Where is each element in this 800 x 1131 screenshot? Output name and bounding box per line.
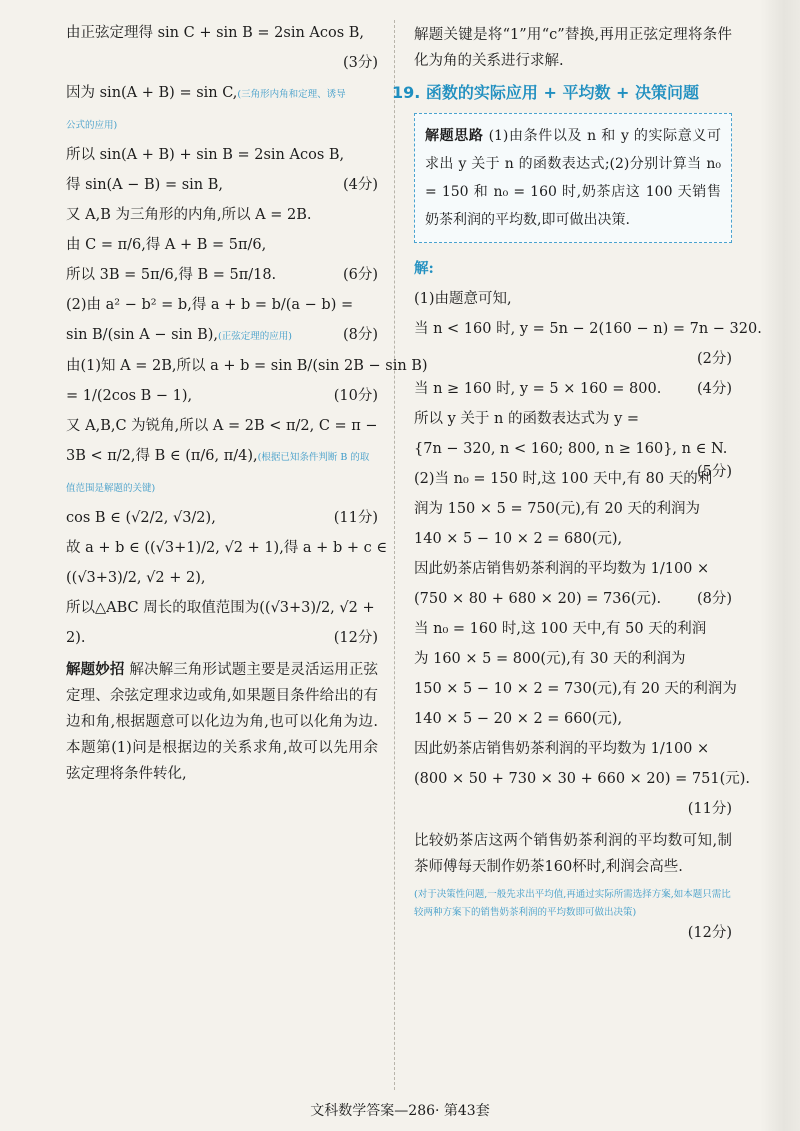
solution-line (414, 468, 732, 491)
solution-label: 解: (414, 260, 434, 277)
solution-line (66, 597, 378, 620)
score-mark: (12分) (333, 630, 378, 646)
solution-line (414, 558, 732, 581)
line-text: 2). (66, 630, 86, 646)
page-edge-shadow (760, 0, 800, 1131)
margin-note: (根据已知条件判断 B 的取 (257, 452, 370, 463)
solution-line (66, 264, 378, 287)
solution-line (414, 798, 732, 821)
line-text: 由正弦定理得 sin C + sin B = 2sin Acos B, (66, 25, 365, 41)
line-text: 当 n < 160 时, y = 5n − 2(160 − n) = 7n − 320. (414, 321, 762, 337)
solution-line (414, 408, 732, 431)
line-text: 3B < π/2,得 B ∈ (π/6, π/4), (66, 448, 258, 464)
question-19-title: 19. 函数的实际应用 + 平均数 + 决策问题 (392, 83, 700, 102)
solution-line (66, 22, 378, 45)
left-column (66, 22, 428, 793)
solution-idea-box (414, 113, 732, 243)
line-text: sin B/(sin A − sin B), (66, 327, 219, 343)
solution-line (414, 498, 732, 521)
line-text: 所以 y 关于 n 的函数表达式为 y = (414, 411, 640, 427)
margin-note: (正弦定理的应用) (218, 331, 292, 342)
conclusion-note: (对于决策性问题,一般先求出平均值,再通过实际所需选择方案,如本题只需比较两种方案下的销售奶茶利润的平均数即可做出决策) (414, 889, 731, 918)
score-mark: (2分) (696, 351, 732, 367)
solution-line (414, 318, 762, 341)
page-footer: 文科数学答案—286· 第43套 (310, 1103, 490, 1119)
solution-line (66, 52, 378, 75)
margin-note: 值范围是解题的关键) (66, 483, 156, 494)
solution-line (66, 507, 378, 530)
solution-line (66, 355, 428, 378)
final-score: (12分) (687, 925, 732, 941)
line-text: 因为 sin(A + B) = sin C, (66, 85, 238, 101)
score-mark: (3分) (342, 55, 378, 71)
solution-line (66, 324, 378, 348)
solution-line (414, 378, 732, 401)
solution-line (66, 476, 378, 500)
solution-line (414, 768, 750, 791)
solution-line (66, 174, 378, 197)
line-text: (1)由题意可知, (414, 291, 512, 307)
solution-line (414, 708, 732, 731)
line-text: = 1/(2cos B − 1), (66, 388, 193, 404)
tip-label: 解题妙招 (66, 661, 125, 678)
line-text: (750 × 80 + 680 × 20) = 736(元). (414, 591, 662, 607)
solution-line (66, 144, 378, 167)
solution-line (66, 445, 378, 469)
solution-line (414, 348, 732, 371)
solution-line (66, 385, 378, 408)
solution-idea-text: (1)由条件以及 n 和 y 的实际意义可求出 y 关于 n 的函数表达式;(2)分别计算当 n₀ = 150 和 n₀ = 160 时,奶茶店这 100 天销售奶茶利润的平均数,即可做出决策. (425, 128, 722, 228)
solution-line (414, 588, 732, 611)
line-text: cos B ∈ (√2/2, √3/2), (66, 510, 216, 526)
tip-text: 解决解三角形试题主要是灵活运用正弦定理、余弦定理求边或角,如果题目条件给出的有边和角,根据题意可以化边为角,也可以化角为边. 本题第(1)问是根据边的关系求角,故可以先用余弦定理将条件转化, (66, 662, 379, 782)
line-text: 故 a + b ∈ ((√3+1)/2, √2 + 1),得 a + b + c ∈ (66, 540, 388, 556)
solution-line (66, 627, 378, 650)
tip-paragraph (66, 657, 378, 787)
solution-line (66, 113, 378, 137)
solution-line (414, 678, 737, 701)
line-text: 得 sin(A − B) = sin B, (66, 177, 223, 193)
solution-line (414, 528, 732, 551)
solution-line (66, 204, 378, 227)
score-mark: (8分) (696, 591, 732, 607)
line-text: 150 × 5 − 10 × 2 = 730(元),有 20 天的利润为 (414, 681, 737, 697)
line-text: (2)当 n₀ = 150 时,这 100 天中,有 80 天的利 (414, 471, 713, 487)
solution-line (414, 648, 732, 671)
intro-paragraph: 解题关键是将“1”用“c”替换,再用正弦定理将条件化为角的关系进行求解. (414, 27, 732, 69)
line-text: 为 160 × 5 = 800(元),有 30 天的利润为 (414, 651, 686, 667)
line-text: 140 × 5 − 20 × 2 = 660(元), (414, 711, 623, 727)
line-text: 由(1)知 A = 2B,所以 a + b = sin B/(sin 2B − sin B) (66, 358, 428, 374)
solution-line (66, 294, 378, 317)
line-text: (800 × 50 + 730 × 30 + 660 × 20) = 751(元). (414, 771, 750, 787)
right-column (392, 22, 762, 952)
score-mark: (4分) (342, 177, 378, 193)
column-divider (394, 20, 396, 1090)
right-solution-lines (414, 288, 762, 821)
conclusion-paragraph: 比较奶茶店这两个销售奶茶利润的平均数可知,制茶师傅每天制作奶茶160杯时,利润会高些. (414, 833, 732, 875)
line-text: ((√3+3)/2, √2 + 2), (66, 570, 206, 586)
score-mark: (6分) (342, 267, 378, 283)
solution-line (414, 618, 732, 641)
score-mark: (8分) (342, 327, 378, 343)
line-text: (2)由 a² − b² = b,得 a + b = b/(a − b) = (66, 297, 354, 313)
solution-start (414, 257, 732, 281)
solution-idea-label: 解题思路 (425, 128, 484, 144)
line-text: 140 × 5 − 10 × 2 = 680(元), (414, 531, 623, 547)
line-text: 又 A,B,C 为锐角,所以 A = 2B < π/2, C = π − (66, 418, 378, 434)
margin-note: (三角形内角和定理、诱导 (237, 89, 346, 100)
solution-line (66, 537, 388, 560)
line-text: {7n − 320, n < 160; 800, n ≥ 160}, n ∈ N. (414, 441, 728, 457)
line-text: 又 A,B 为三角形的内角,所以 A = 2B. (66, 207, 312, 223)
line-text: 由 C = π/6,得 A + B = 5π/6, (66, 237, 267, 253)
line-text: 所以△ABC 周长的取值范围为((√3+3)/2, √2 + (66, 600, 375, 616)
solution-line (414, 738, 732, 761)
score-mark: (11分) (687, 801, 732, 817)
margin-note: 公式的应用) (66, 120, 118, 131)
solution-line (66, 234, 378, 257)
line-text: 当 n₀ = 160 时,这 100 天中,有 50 天的利润 (414, 621, 707, 637)
score-mark: (11分) (333, 510, 378, 526)
solution-line (66, 415, 378, 438)
line-text: 润为 150 × 5 = 750(元),有 20 天的利润为 (414, 501, 701, 517)
solution-line (414, 288, 732, 311)
line-text: 当 n ≥ 160 时, y = 5 × 160 = 800. (414, 381, 662, 397)
line-text: 因此奶茶店销售奶茶利润的平均数为 1/100 × (414, 741, 710, 757)
line-text: 所以 3B = 5π/6,得 B = 5π/18. (66, 267, 277, 283)
line-text: 所以 sin(A + B) + sin B = 2sin Acos B, (66, 147, 345, 163)
solution-line (66, 567, 378, 590)
score-mark: (5分) (696, 464, 732, 480)
score-mark: (10分) (333, 388, 378, 404)
score-mark: (4分) (696, 381, 732, 397)
line-text: 因此奶茶店销售奶茶利润的平均数为 1/100 × (414, 561, 710, 577)
solution-line (66, 82, 378, 106)
